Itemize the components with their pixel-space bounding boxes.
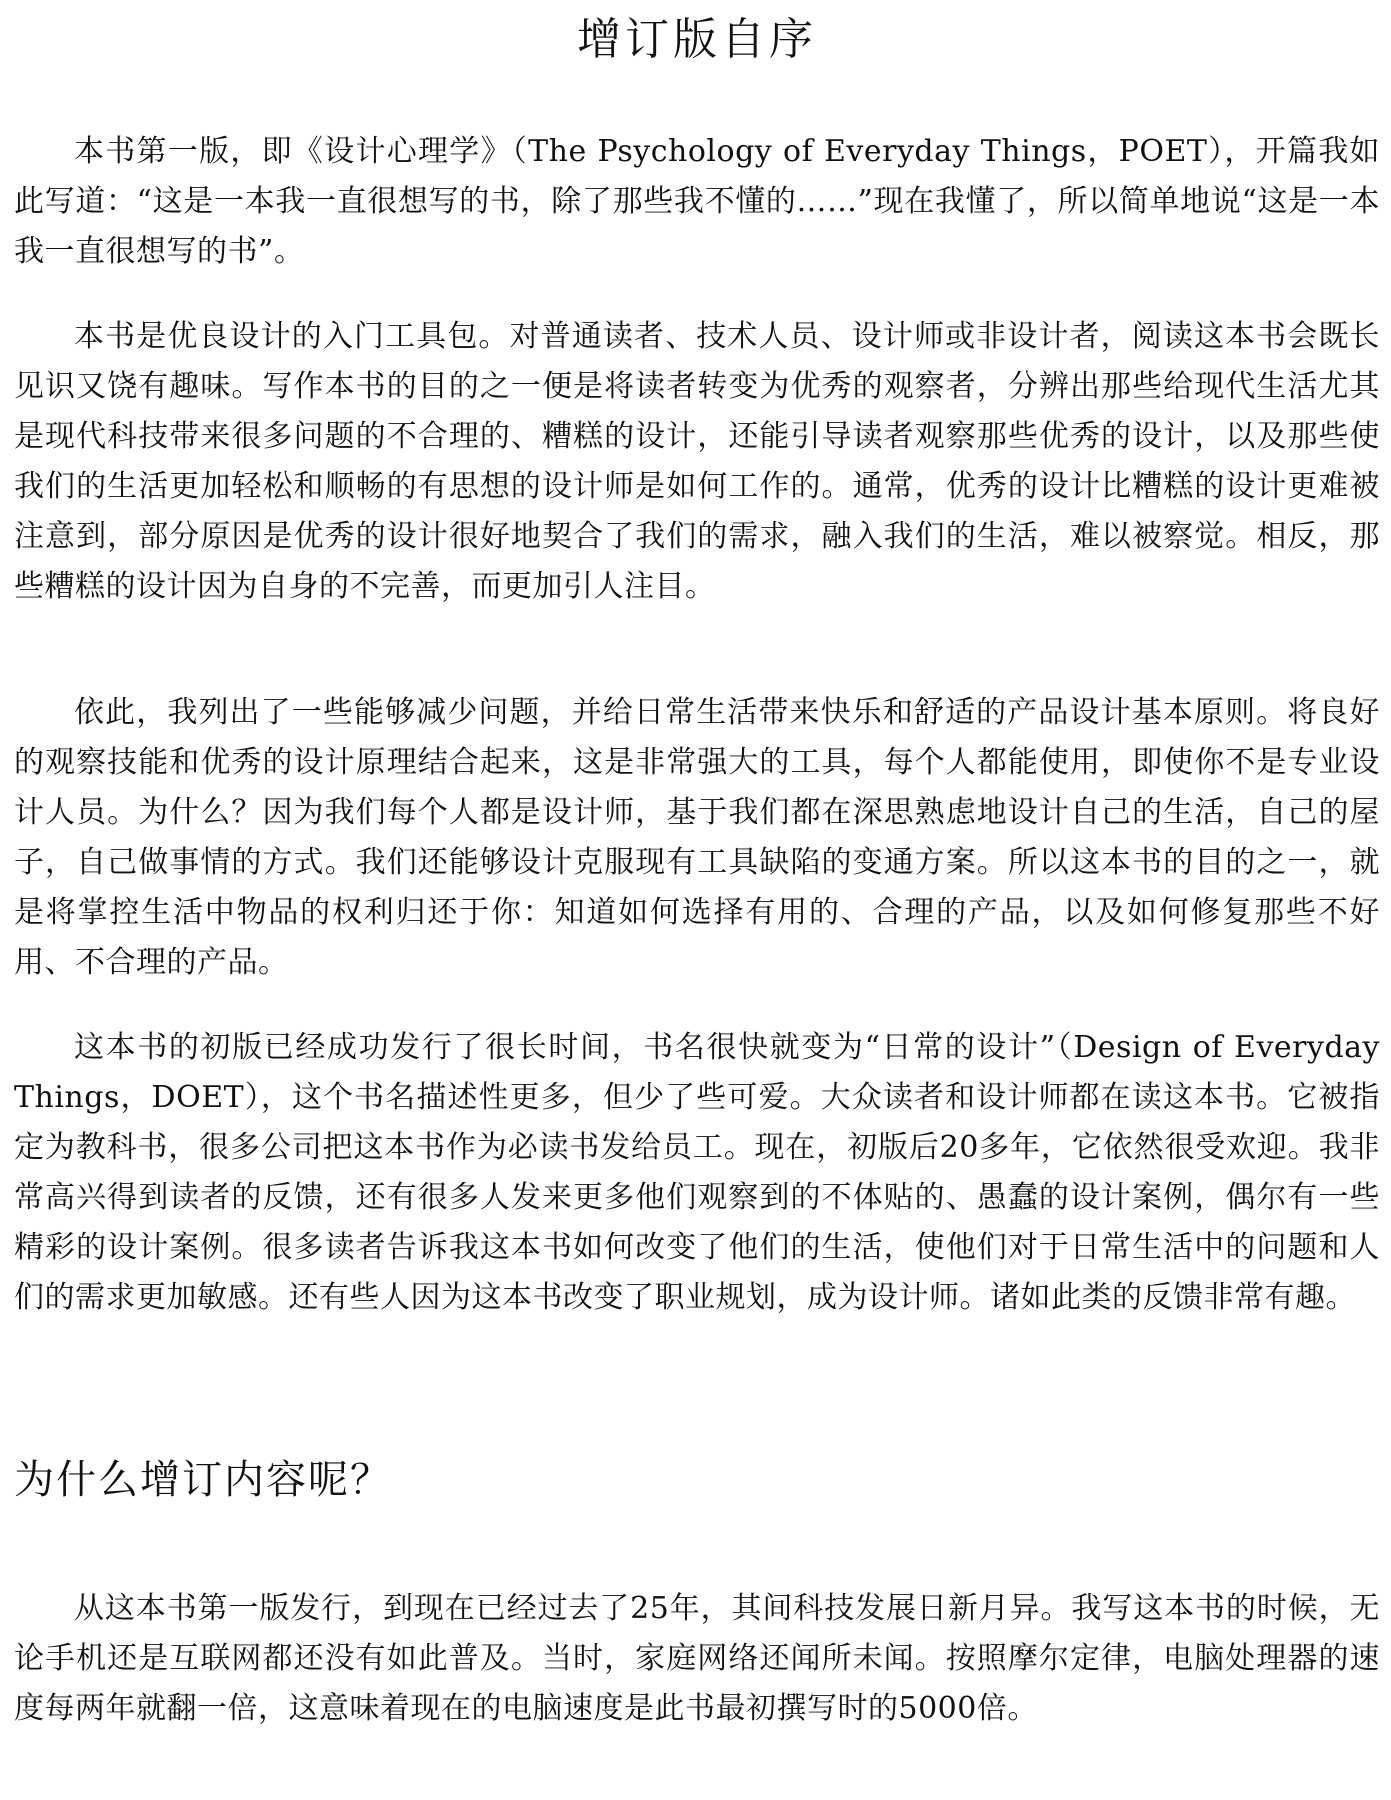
paragraph-technology-change: 从这本书第一版发行，到现在已经过去了25年，其间科技发展日新月异。我写这本书的时候，无论手机还是互联网都还没有如此普及。当时，家庭网络还闻所未闻。按照摩尔定律，电脑处理器的速度每两年就翻一倍，这意味着现在的电脑速度是此书最初撰写时的5000倍。 (14, 1591, 1380, 1726)
document-title: 增订版自序 (577, 14, 817, 65)
paragraph-design-toolkit: 本书是优良设计的入门工具包。对普通读者、技术人员、设计师或非设计者，阅读这本书会既长见识又饶有趣味。写作本书的目的之一便是将读者转变为优秀的观察者，分辨出那些给现代生活尤其是现代科技带来很多问题的不合理的、糟糕的设计，还能引导读者观察那些优秀的设计，以及那些使我们的生活更加轻松和顺畅的有思想的设计师是如何工作的。通常，优秀的设计比糟糕的设计更难被注意到，部分原因是优秀的设计很好地契合了我们的需求，融入我们的生活，难以被察觉。相反，那些糟糕的设计因为自身的不完善，而更加引人注目。 (14, 319, 1380, 604)
document-page (14, 0, 1380, 1800)
section-heading: 为什么增订内容呢？ (14, 1457, 392, 1503)
paragraph-design-principles: 依此，我列出了一些能够减少问题，并给日常生活带来快乐和舒适的产品设计基本原则。将良好的观察技能和优秀的设计原理结合起来，这是非常强大的工具，每个人都能使用，即使你不是专业设计人员。为什么？因为我们每个人都是设计师，基于我们都在深思熟虑地设计自己的生活，自己的屋子，自己做事情的方式。我们还能够设计克服现有工具缺陷的变通方案。所以这本书的目的之一，就是将掌控生活中物品的权利归还于你：知道如何选择有用的、合理的产品，以及如何修复那些不好用、不合理的产品。 (14, 695, 1380, 980)
paragraph-first-edition-success: 这本书的初版已经成功发行了很长时间，书名很快就变为“日常的设计”（Design of Everyday Things，DOET），这个书名描述性更多，但少了些可爱。大众读者和设计师都在读这本书。它被指定为教科书，很多公司把这本书作为必读书发给员工。现在，初版后20多年，它依然很受欢迎。我非常高兴得到读者的反馈，还有很多人发来更多他们观察到的不体贴的、愚蠢的设计案例，偶尔有一些精彩的设计案例。很多读者告诉我这本书如何改变了他们的生活，使他们对于日常生活中的问题和人们的需求更加敏感。还有些人因为这本书改变了职业规划，成为设计师。诸如此类的反馈非常有趣。 (14, 1030, 1380, 1315)
paragraph-poet-intro: 本书第一版，即《设计心理学》（The Psychology of Everyday Things，POET），开篇我如此写道：“这是一本我一直很想写的书，除了那些我不懂的……”现在我懂了，所以简单地说“这是一本我一直很想写的书”。 (14, 134, 1380, 269)
